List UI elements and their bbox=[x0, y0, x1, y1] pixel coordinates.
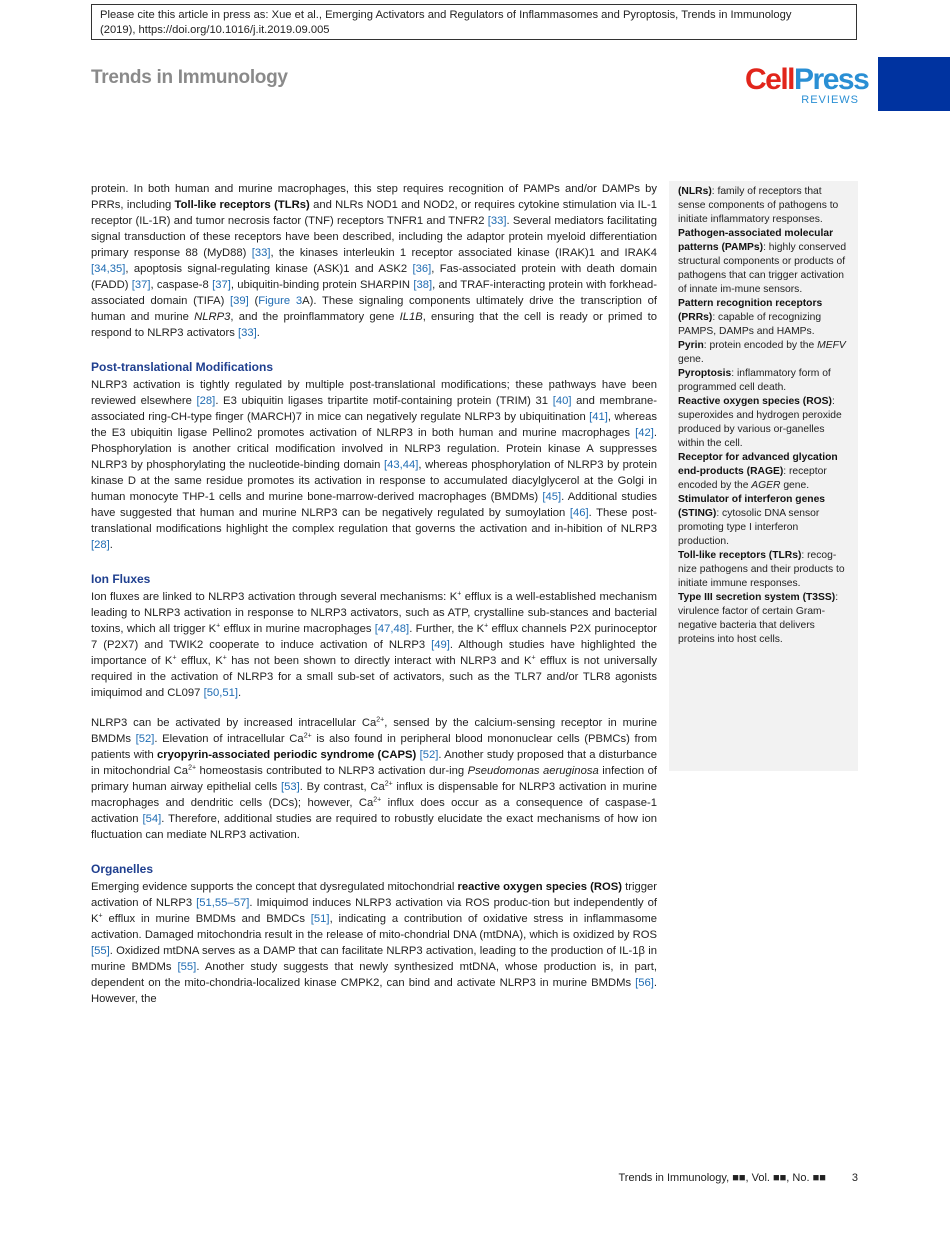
text-run: . Oxidized mtDNA serves as a DAMP that can facilitate NLRP3 activation, leading to the production of IL-1β in murine BMDMs bbox=[91, 945, 657, 973]
glossary-term: Pattern recognition receptors (PRRs) bbox=[678, 298, 823, 323]
citation-link[interactable]: [37] bbox=[212, 279, 231, 291]
italic-text: Pseudomonas aeruginosa bbox=[467, 765, 599, 777]
glossary-sidebar bbox=[669, 181, 858, 771]
citation-link[interactable]: [52] bbox=[135, 733, 155, 745]
text-run: . Imiquimod induces NLRP3 activation via ROS produc-tion but independently of K bbox=[91, 897, 657, 925]
citation-link[interactable]: [51,55–57] bbox=[196, 897, 250, 909]
superscript: + bbox=[172, 654, 177, 662]
citation-link[interactable]: [46] bbox=[569, 507, 589, 519]
text-run: : capable of recognizing PAMPS, DAMPs and HAMPs. bbox=[678, 312, 822, 337]
heading-post-translational-modifications: Post-translational Modifications bbox=[91, 360, 274, 374]
text-run: , indicating a contribution of oxidative stress in inflammasome activation. Damaged mitochondria result in the release of mito-chondrial DNA (mtDNA), which is oxidized by ROS bbox=[91, 913, 657, 941]
glossary-term: (NLRs) bbox=[678, 186, 712, 197]
text-run: infection of primary human airway epithelial cells bbox=[91, 765, 658, 793]
text-run: : protein encoded by the bbox=[703, 340, 818, 351]
text-run: gene. bbox=[780, 480, 810, 491]
citation-link[interactable]: [51] bbox=[310, 913, 330, 925]
text-run: . These post-translational modifications highlight the complex regulation that governs the activation and in-hibition of NLRP3 bbox=[91, 507, 657, 535]
citation-link[interactable]: [56] bbox=[635, 977, 654, 989]
text-run: : highly conserved structural components or products of pathogens that can trigger activation of innate im-mune sensors. bbox=[678, 242, 847, 295]
paragraph-potassium bbox=[91, 589, 657, 701]
text-run: gene. bbox=[678, 354, 704, 365]
text-run: : superoxides and hydrogen peroxide produced by various or-ganelles within the cell. bbox=[678, 396, 842, 449]
text-run: homeostasis contributed to NLRP3 activation dur-ing bbox=[196, 765, 468, 777]
glossary-entry bbox=[678, 395, 849, 451]
citation-link[interactable]: [41] bbox=[589, 411, 608, 423]
citation-link[interactable]: [28] bbox=[91, 539, 110, 551]
citation-link[interactable]: [40] bbox=[552, 395, 572, 407]
italic-text: IL1B bbox=[399, 311, 423, 323]
citation-notice bbox=[91, 4, 857, 40]
text-run: , whereas phosphorylation of NLRP3 by protein kinase D at the same residue promotes its activation in response to accumulated diacylglycerol at the Golgi in human monocyte THP-1 cells and murine bone-marrow-derived macrophages (BMDMs) bbox=[91, 459, 658, 503]
text-run: : receptor encoded by the bbox=[678, 466, 827, 491]
text-run: : inflammatory form of programmed cell death. bbox=[678, 368, 831, 393]
text-run: and NLRs NOD1 and NOD2, or requires cytokine stimulation via IL-1 receptor (IL-1R) and tumor necrosis factor (TNF) receptors TNFR1 and TNFR2 bbox=[91, 199, 657, 227]
glossary-entry bbox=[678, 227, 849, 297]
text-run: . By contrast, Ca bbox=[299, 781, 385, 793]
citation-link[interactable]: [47,48] bbox=[374, 623, 410, 635]
glossary-term: Reactive oxygen species (ROS) bbox=[678, 396, 832, 407]
superscript: + bbox=[222, 654, 227, 662]
text-run: efflux is not universally required in the activation of NLRP3 for a small sub-set of activators, such as the TLR7 and/or TLR8 agonists imiquimod and CL097 bbox=[91, 655, 657, 699]
text-run: is also found in peripheral blood mononuclear cells (PBMCs) from patients with bbox=[91, 733, 657, 761]
glossary-term: Pyrin bbox=[678, 340, 704, 351]
text-run: . Phosphorylation is another critical modification involved in NLRP3 regulation. Protein kinase A suppresses NLRP3 by phosphorylating the nucleotide-binding domain bbox=[91, 427, 657, 471]
citation-link[interactable]: [38] bbox=[413, 279, 433, 291]
citation-link[interactable]: [54] bbox=[142, 813, 162, 825]
text-run: NLRP3 can be activated by increased intracellular Ca bbox=[91, 717, 377, 729]
citation-link[interactable]: Figure 3 bbox=[258, 295, 303, 307]
text-run: efflux is a well-established mechanism leading to NLRP3 activation in response to NLRP3 activators, such as ATP, crystalline sub-stances and bacterial toxins, which all trigger K bbox=[91, 591, 657, 635]
page-number: 3 bbox=[851, 1172, 858, 1184]
superscript: + bbox=[531, 654, 536, 662]
text-run: , ensuring that the cell is ready or primed to respond to NLRP3 activators bbox=[91, 311, 658, 339]
citation-link[interactable]: [50,51] bbox=[203, 687, 238, 699]
footer-journal-info: Trends in Immunology, ■■, Vol. ■■, No. ■■ bbox=[618, 1172, 826, 1184]
text-run: has not been shown to directly interact with NLRP3 and K bbox=[226, 655, 532, 667]
paragraph-organelles bbox=[91, 879, 657, 1007]
text-run: efflux in murine BMDMs and BMDCs bbox=[102, 913, 311, 925]
text-run: , caspase-8 bbox=[150, 279, 213, 291]
glossary-entry bbox=[678, 591, 849, 647]
text-run: . E3 ubiquitin ligases tripartite motif-containing protein (TRIM) 31 bbox=[215, 395, 553, 407]
citation-link[interactable]: [55] bbox=[91, 945, 110, 957]
citation-link[interactable]: [43,44] bbox=[384, 459, 419, 471]
superscript: 2+ bbox=[373, 796, 382, 804]
text-run: efflux in murine macrophages bbox=[220, 623, 375, 635]
italic-text: MEFV bbox=[817, 340, 846, 351]
citation-link[interactable]: [34,35] bbox=[91, 263, 126, 275]
text-run: : recog-nize pathogens and their products to initiate immune responses. bbox=[678, 550, 845, 589]
citation-link[interactable]: [36] bbox=[412, 263, 432, 275]
text-run: A). These signaling components ultimately drive the transcription of human and murine bbox=[91, 295, 657, 323]
citation-link[interactable]: [45] bbox=[542, 491, 562, 503]
text-run: , whereas the E3 ubiquitin ligase Pellino2 promotes activation of NLRP3 in both human and murine macrophages bbox=[91, 411, 657, 439]
glossary-term: Pyroptosis bbox=[678, 368, 732, 379]
section-tab-marker bbox=[878, 57, 950, 111]
text-run: protein. In both human and murine macrophages, this step requires recognition of PAMPs and/or DAMPs by PRRs, including bbox=[91, 183, 657, 211]
citation-link[interactable]: [39] bbox=[230, 295, 249, 307]
glossary-term: Type III secretion system (T3SS) bbox=[678, 592, 836, 603]
text-run: . Additional studies have suggested that human and murine NLRP3 can be negatively regulated by sumoylation bbox=[91, 491, 657, 519]
page-footer bbox=[560, 1172, 858, 1184]
text-run: . Elevation of intracellular Ca bbox=[154, 733, 304, 745]
text-run: influx does occur as a consequence of caspase-1 activation bbox=[91, 797, 657, 825]
citation-link[interactable]: [52] bbox=[419, 749, 439, 761]
superscript: 2+ bbox=[376, 716, 385, 724]
superscript: + bbox=[98, 912, 103, 920]
logo-reviews-text: REVIEWS bbox=[801, 94, 859, 106]
text-run: and membrane-associated ring-CH-type finger (MARCH)7 in mice can negatively regulate NLRP3 by ubiquitination bbox=[91, 395, 657, 423]
text-run: trigger activation of NLRP3 bbox=[91, 881, 658, 909]
citation-link[interactable]: [33] bbox=[251, 247, 271, 259]
citation-link[interactable]: [33] bbox=[237, 327, 257, 339]
text-run: , Fas-associated protein with death domain (FADD) bbox=[91, 263, 657, 291]
heading-ion-fluxes: Ion Fluxes bbox=[91, 572, 151, 586]
text-run: efflux channels P2X purinoceptor 7 (P2X7) and TWIK2 cooperate to induce activation of NLRP3 bbox=[91, 623, 657, 651]
text-run: : virulence factor of certain Gram-negative bacteria that delivers proteins into host cells. bbox=[678, 592, 839, 645]
text-run: , and TRAF-interacting protein with forkhead-associated domain (TIFA) bbox=[91, 279, 657, 307]
glossary-entry bbox=[678, 297, 849, 339]
citation-link[interactable]: [53] bbox=[280, 781, 300, 793]
glossary-term: reactive oxygen species (ROS) bbox=[457, 881, 622, 893]
text-run: . Several mediators facilitating signal transduction of these receptors have been described, including the adaptor protein myeloid differentiation primary response 88 (MyD88) bbox=[91, 215, 657, 259]
text-run: . Therefore, additional studies are required to robustly elucidate the exact mechanisms of how ion fluctuation can mediate NLRP3 activation. bbox=[91, 813, 658, 841]
citation-link[interactable]: [42] bbox=[635, 427, 654, 439]
citation-line-1: Please cite this article in press as: Xue et al., Emerging Activators and Regulators of Inflammasomes and Pyroptosis, Trends in Immunology bbox=[100, 9, 792, 21]
superscript: 2+ bbox=[384, 780, 393, 788]
superscript: + bbox=[484, 622, 489, 630]
text-run: NLRP3 activation is tightly regulated by multiple post-translational modifications; these pathways have been reviewed elsewhere bbox=[91, 379, 657, 407]
text-run: . However, the bbox=[91, 977, 657, 1005]
superscript: 2+ bbox=[303, 732, 312, 740]
text-run: . Further, the K bbox=[409, 623, 485, 635]
glossary-entry bbox=[678, 493, 849, 549]
logo-press-text: Press bbox=[794, 63, 869, 96]
text-run: . bbox=[256, 327, 260, 339]
journal-title: Trends in Immunology bbox=[91, 67, 288, 88]
glossary-entry bbox=[678, 367, 849, 395]
glossary-entry bbox=[678, 339, 849, 367]
italic-text: AGER bbox=[751, 480, 781, 491]
superscript: 2+ bbox=[188, 764, 197, 772]
text-run: ( bbox=[248, 295, 259, 307]
text-run: . Although studies have highlighted the importance of K bbox=[91, 639, 657, 667]
glossary-term: cryopyrin-associated periodic syndrome (CAPS) bbox=[156, 749, 417, 761]
italic-text: NLRP3 bbox=[194, 311, 231, 323]
text-run: , apoptosis signal-regulating kinase (ASK)1 and ASK2 bbox=[125, 263, 413, 275]
text-run: . Another study proposed that a disturbance in mitochondrial Ca bbox=[91, 749, 657, 777]
text-run: . Another study suggests that newly synthesized mtDNA, whose production is, in part, dependent on the mito-chondria-localized kinase CMPK2, can bind and activate NLRP3 in murine BMDMs bbox=[91, 961, 657, 989]
heading-organelles: Organelles bbox=[91, 862, 154, 876]
text-run: Emerging evidence supports the concept that dysregulated mitochondrial bbox=[91, 881, 458, 893]
logo-wordmark bbox=[745, 63, 869, 96]
paragraph-priming bbox=[91, 181, 657, 341]
paragraph-calcium bbox=[91, 715, 657, 843]
text-run: : family of receptors that sense components of pathogens to initiate inflammatory responses. bbox=[678, 186, 839, 225]
cellpress-logo bbox=[745, 63, 869, 107]
main-text-column bbox=[91, 181, 657, 1007]
text-run: Ion fluxes are linked to NLRP3 activation through several mechanisms: K bbox=[91, 591, 458, 603]
glossary-term: Stimulator of interferon genes (STING) bbox=[678, 494, 826, 519]
text-run: : cytosolic DNA sensor promoting type I interferon production. bbox=[678, 508, 820, 547]
glossary-entry bbox=[678, 185, 849, 227]
glossary-entry bbox=[678, 549, 849, 591]
citation-link[interactable]: [49] bbox=[431, 639, 450, 651]
text-run: influx is dispensable for NLRP3 activation in murine macrophages and dendritic cells (DCs); however, Ca bbox=[91, 781, 658, 809]
citation-link[interactable]: [28] bbox=[196, 395, 216, 407]
paragraph-ptm bbox=[91, 377, 657, 553]
glossary-term: Toll-like receptors (TLRs) bbox=[678, 550, 802, 561]
superscript: + bbox=[457, 590, 462, 598]
citation-link[interactable]: [33] bbox=[487, 215, 507, 227]
glossary-term: Receptor for advanced glycation end-products (RAGE) bbox=[678, 452, 838, 477]
text-run: , sensed by the calcium-sensing receptor in murine BMDMs bbox=[91, 717, 657, 745]
citation-link[interactable]: [55] bbox=[177, 961, 197, 973]
superscript: + bbox=[216, 622, 221, 630]
text-run: , ubiquitin-binding protein SHARPIN bbox=[230, 279, 414, 291]
citation-link[interactable]: [37] bbox=[131, 279, 151, 291]
logo-cell-text: Cell bbox=[745, 63, 795, 96]
text-run: , and the proinflammatory gene bbox=[230, 311, 400, 323]
glossary-entry bbox=[678, 451, 849, 493]
glossary-term: Pathogen-associated molecular patterns (PAMPs) bbox=[678, 228, 834, 253]
text-run: . bbox=[109, 539, 113, 551]
text-run: . bbox=[237, 687, 242, 699]
glossary-term: Toll-like receptors (TLRs) bbox=[174, 199, 310, 211]
citation-line-2: (2019), https://doi.org/10.1016/j.it.2019.09.005 bbox=[100, 24, 330, 36]
text-run: efflux, K bbox=[176, 655, 223, 667]
text-run: , the kinases interleukin 1 receptor associated kinase (IRAK)1 and IRAK4 bbox=[270, 247, 657, 259]
